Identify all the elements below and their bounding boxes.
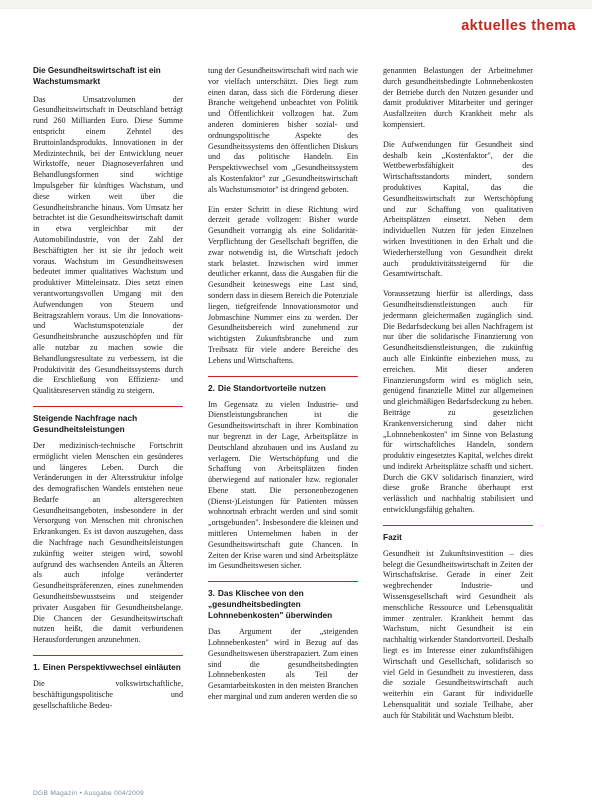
body-paragraph: Die Aufwendungen für Gesundheit sind deshalb kein „Kostenfaktor", der die Wettbewerbsfähigkeit des Wirtschaftsstandorts mindert, sondern produktives Kapital, das die Gesundheitswirtschaft zur Wertschöpfung und zur Schaffung von qualitativen Arbeitsplätzen einsetzt. Neben dem individuellen Nutzen für jeden Einzelnen wirken Investitionen in den Erhalt und die Wiederherstellung von Gesundheit direkt auch produktivitätssteigernd für die Gesamtwirtschaft. xyxy=(383,139,533,279)
body-paragraph: genannten Belastungen der Arbeitnehmer durch gesundheitsbedingte Lohnnebenkosten der Betriebe durch den Nutzen gesunder und damit produktiver Mitarbeiter und geringer Ausfallzeiten durch Krankheit mehr als kompensiert. xyxy=(383,66,533,129)
heading-text: Die Standortvorteile nutzen xyxy=(217,382,326,393)
body-paragraph: tung der Gesundheitswirtschaft wird nach wie vor vielfach unterschätzt. Dies liegt zum einen daran, dass sich die Förderung dieser Branche weitgehend unbeachtet von Politik und Öffentlichkeit vollzogen hat. Zum anderen dominieren bisher sozial- und ordnungspolitische Aspekte des Gesundheitssystems den öffentlichen Diskurs und das politische Handeln. Ein Perspektivwechsel vom „Gesundheitssystem als Kostenfaktor" zur „Gesundheitswirtschaft als Wachstumsmotor" ist dringend geboten. xyxy=(208,66,358,194)
body-paragraph: Voraussetzung hierfür ist allerdings, dass Gesundheitsdienstleistungen auch für jedermann gleichermaßen zugänglich sind. Die Bedarfsdeckung bei allen Nachfragern ist nur über die solidarische Finanzierung von Gesundheitsdienstleistungen, die zukünftig auch alle Einkünfte einbeziehen muss, zu erreichen. Mit dieser anderen Finanzierungsform wird es möglich sein, genügend finanzielle Mittel zur allgemeinen und gleichmäßigen Bedarfsdeckung zu heben. Beiträge zu gesetzlichen Krankenversicherung sind daher nicht „Lohnnebenkosten" im Sinne von Belastung für wirtschaftliches Handeln, sondern produktiv eingesetztes Kapital, welches direkt und indirekt Arbeitsplätze schafft und sichert. Durch die GKV solidarisch finanziert, wird diese große Branche überhaupt erst verlässlich und nachhaltig stabilisiert und entwicklungsfähig gehalten. xyxy=(383,289,533,515)
top-edge-strip xyxy=(0,0,592,9)
heading-text: Einen Perspektivwechsel einläuten xyxy=(42,662,181,673)
intro-heading: Die Gesundheitswirtschaft ist ein Wachstumsmarkt xyxy=(33,66,161,86)
body-paragraph: Die volkswirtschaftliche, beschäftigungspolitische und gesellschaftliche Bedeu- xyxy=(33,679,183,710)
body-paragraph: Das Argument der „steigenden Lohnnebenkosten" wird in Bezug auf das Gesundheitswesen überstrapaziert. Zum einen sind die gesundheitsbedingten Lohnnebenkosten als Teil der Gesamtarbeitskosten in den meisten Branchen eher marginal und zum anderen werden die so xyxy=(208,627,358,702)
subheading: Steigende Nachfrage nach Gesundheitsleistungen xyxy=(33,406,183,435)
page-footer: DGB Magazin • Ausgabe 004/2009 xyxy=(33,790,145,797)
numbered-heading xyxy=(208,376,358,394)
section-label: aktuelles thema xyxy=(461,18,576,34)
heading-number: 3. xyxy=(208,588,215,599)
body-paragraph: Das Umsatzvolumen der Gesundheitswirtschaft in Deutschland beträgt rund 260 Milliarden Euro. Diese Summe entspricht einem Zehntel des Bruttoinlandsprodukts. Innovationen in der Medizintechnik, bei der Entwicklung neuer Wirkstoffe, neuer Diagnoseverfahren und Behandlungsformen sind wichtige Impulsgeber für künftiges Wachstum, und diese wirken weit über die Gesundheitsbranche hinaus. Vom Umsatz her betrachtet ist die Gesundheitswirtschaft damit in etwa vergleichbar mit der Automobilindustrie, von der Zahl der Beschäftigten her ist sie ihr jedoch weit voraus. Wachstum im Gesundheitswesen bedeutet immer qualitatives Wachstum und produktiver Mitteleinsatz. Dies setzt einen verantwortungsvollen Umgang mit den Aufwendungen von Steuern und Beitragszahlern voraus. Um die Innovations- und Wachstumspotenziale der Gesundheitsbranche auszuschöpfen und für alle nutzbar zu machen sowie die Behandlungsresultate zu verbessern, ist die Produktivität des Gesundheitssystems durch die Erschließung von Effizienz- und Qualitätsreserven ständig zu steigern. xyxy=(33,94,183,396)
conclusion-heading: Fazit xyxy=(383,525,533,543)
heading-number: 2. xyxy=(208,382,215,393)
body-paragraph: Gesundheit ist Zukunftsinvestition – dies belegt die Gesundheitswirtschaft in Zeiten der Wirtschaftskrise. Gerade in einer Zeit wegbrechender Industrie- und Wissensgesellschaft wird Gesundheit als menschliche Ressource und Lebensqualität immer zentraler. Krankheit hemmt das Wachstum, nicht Gesundheit ist ein nachhaltig wirkender Standortvorteil. Deshalb liegt es im Interesse einer zukunftsfähigen Wirtschaft und Gesellschaft, solidarisch so viel Geld in Gesundheit zu investieren, dass die soziale Gesundheitswirtschaft auch weiterhin ein Garant für individuelle Lebensqualität und soziale Teilhabe, aber auch für Stabilität und Wachstum bleibt. xyxy=(383,548,533,720)
body-paragraph: Ein erster Schritt in diese Richtung wird derzeit gerade vollzogen: Bisher wurde Gesundheit vorrangig als eine Solidarität-Verpflichtung der Gesellschaft begriffen, die zwar notwendig ist, die Wirtschaft jedoch stark belastet. Inzwischen wird immer deutlicher erkannt, dass die Ausgaben für die Gesundheit keineswegs eine Last sind, sondern dass in diesem Bereich die Potenziale liegen, tiefgreifende Innovationsmotor und Jobmaschine Nummer eins zu werden. Der Gesundheitsbereich wird zunehmend zur wichtigsten Zukunftsbranche und zum Treibsatz für viele andere Bereiche des Lebens und Wirtschaftens. xyxy=(208,204,358,365)
body-paragraph: Der medizinisch-technische Fortschritt ermöglicht vielen Menschen ein gesünderes und längeres Leben. Durch die Veränderungen in der Altersstruktur infolge des demografischen Wandels entstehen neue Bedarfe an altersgerechten Gesundheitsangeboten, insbesondere in der Versorgung von Menschen mit chronischen Erkrankungen. Es ist davon auszugehen, dass die Nachfrage nach Gesundheitsleistungen zukünftig weiter steigen wird, sowohl aufgrund des wachsenden Anteils an Älteren als auch infolge veränderter Gesundheitspräferenzen, eines zunehmenden Gesundheitsbewusstseins und steigender privater Ausgaben für Gesundheitsbelange. Die Chancen der Gesundheitswirtschaft nutzen heißt, die damit verbundenen Herausforderungen anzunehmen. xyxy=(33,440,183,645)
numbered-heading xyxy=(33,655,183,673)
numbered-heading xyxy=(208,581,358,621)
column-2 xyxy=(208,66,358,712)
column-3 xyxy=(383,66,533,731)
body-paragraph: Im Gegensatz zu vielen Industrie- und Dienstleistungsbranchen ist die Gesundheitswirtschaft in ihrer Kombination nur begrenzt in der Lage, Arbeitsplätze in Deutschland abzubauen und ins Ausland zu verlagern. Die Wertschöpfung und die Schaffung von Arbeitsplätzen finden überwiegend auf nationaler bzw. regionaler Ebene statt. Die personenbezogenen (Dienst-)Leistungen für Patienten müssen wohnortnah erbracht werden und sind somit „ortsgebunden". Insbesondere die kleinen und mittleren Unternehmen haben in der Gesundheitswirtschaft gute Chancen. In Zeiten der Krise waren und sind Arbeitsplätze im Gesundheitswesen sicher. xyxy=(208,399,358,571)
heading-number: 1. xyxy=(33,662,40,673)
column-1 xyxy=(33,66,183,720)
heading-text: Das Klischee von den „gesundheitsbedingten Lohnnebenkosten" überwinden xyxy=(208,588,333,621)
